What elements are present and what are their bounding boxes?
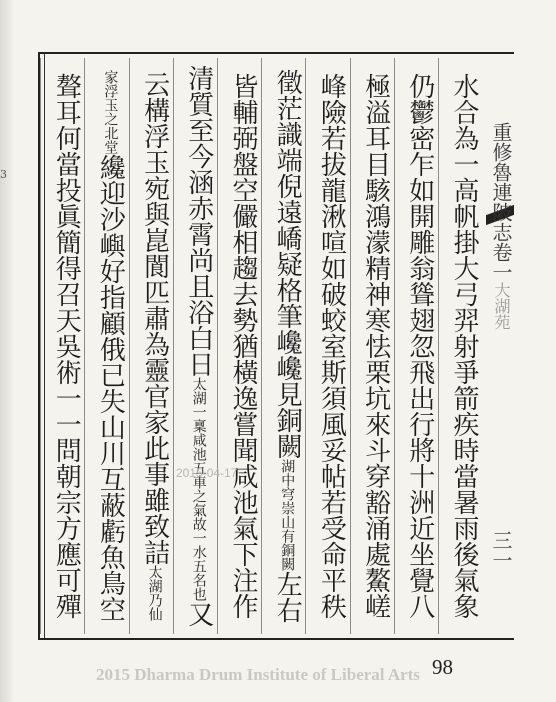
text-column [352,58,392,634]
column-tail-text: 又 [183,601,214,627]
column-rule [438,58,439,634]
column-main-text: 峰險若拔龍湫喧如破蛟室斯須風妥帖若受命平秩 [316,73,347,619]
text-column [219,58,259,634]
column-main-text: 水合為一高帆掛大弓羿射爭箭疾時當暑雨後氣象 [449,73,479,619]
column-annotation: 家浮玉之北堂 [102,70,119,154]
spine-sub: 大湖苑 [492,282,511,330]
column-rule [261,58,262,634]
column-main-text: 仍鬱密乍如開雕翁聳翅忽飛出行將十洲近坐覺八 [404,73,435,619]
block-spine [486,58,514,634]
page-edge [0,0,14,702]
column-rule [350,58,351,634]
text-column [307,58,347,634]
text-column [86,58,126,634]
column-rule [40,58,41,634]
column-main-text: 皆輔弼盤空儼相趨去勢猶橫逸嘗聞咸池氣下注作 [228,73,258,619]
text-column [440,58,480,634]
column-rule [84,58,85,634]
text-column [42,58,82,634]
spine-title: 重修魯連陂志 [489,122,513,242]
column-rule [173,58,174,634]
spine-page: 三一 [489,530,513,570]
column-rule [129,58,130,634]
text-column [263,58,303,634]
column-annotation: 太湖一稟咸池五車之氣故一水五名也 [190,377,207,601]
column-rule [217,58,218,634]
text-column [131,58,171,634]
column-main-text: 清質至今涵赤霄尚且浴白日 [183,65,214,377]
column-rule [394,58,395,634]
column-main-text: 徵茫識端倪遠嶠疑格筆巉巉見銅闕 [272,69,303,459]
spine-juan: 卷一 [489,242,513,282]
column-annotation: 湖中穹崇山有銅闕 [279,459,296,571]
margin-mark: 3 [0,168,7,181]
column-annotation: 太湖乃仙 [146,565,163,621]
text-column [175,58,215,634]
text-column [396,58,436,634]
column-main-text: 云構浮玉宛與崑閬匹肅為靈官家此事雖致詰 [139,71,170,565]
column-tail-text: 左右 [272,571,303,623]
page-number: 98 [432,655,453,679]
watermark: 2015 Dharma Drum Institute of Liberal Arts [96,665,420,684]
column-tail-text: 纔迎沙嶼好指顧俄已失山川互蔽虧魚鳥空 [95,154,126,622]
column-main-text: 極溢耳目駭鴻濛精神寒怯栗坑來斗穿豁涌處鰲嵯 [360,73,391,619]
date-stamp: 2015-04-17 [176,466,238,480]
column-main-text: 聱耳何當投眞簡得召天吳術一一問朝宗方應可殫 [51,73,82,619]
column-rule [305,58,306,634]
